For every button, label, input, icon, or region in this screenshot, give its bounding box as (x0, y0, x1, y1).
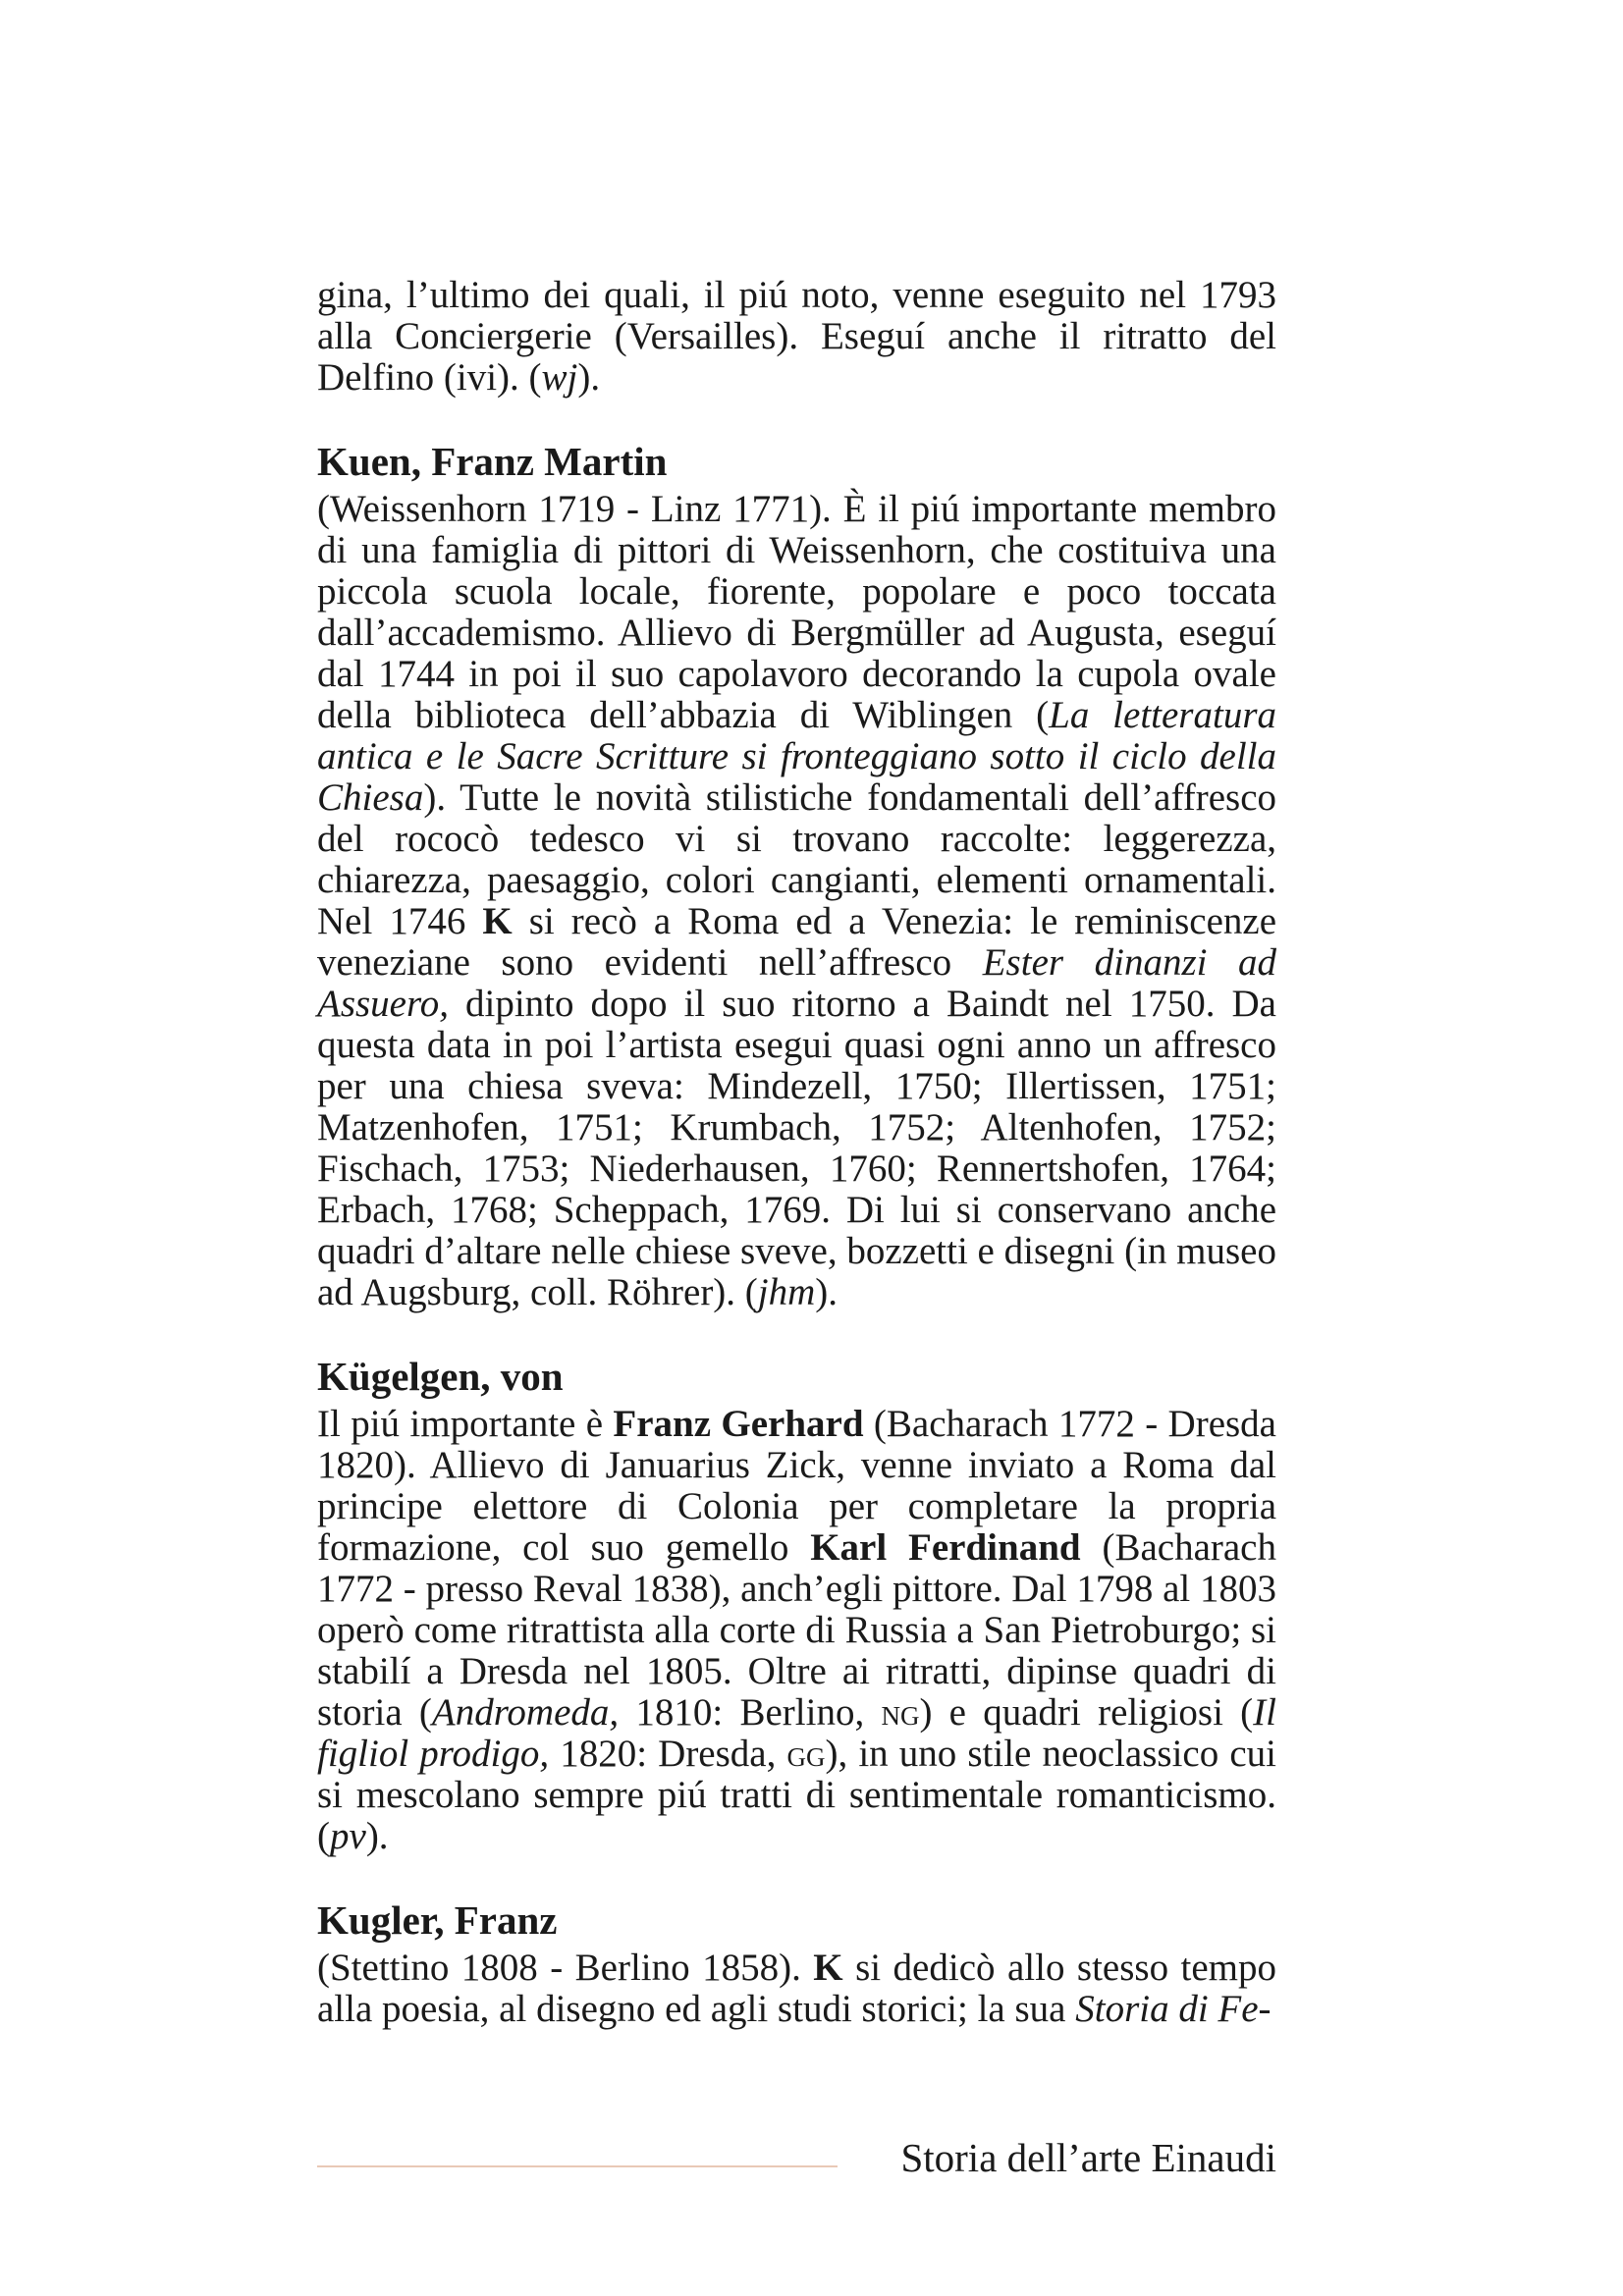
body-text: (Weissenhorn 1719 - Linz 1771). È il piú importante membro di una famiglia di pittori di Weissenhorn, che costituiva una piccola scuola locale, fiorente, popolare e poco toccata dall’accademismo. Allievo di Bergmüller ad Augusta, eseguí dal 1744 in poi il suo capolavoro decorando la cupola ovale della biblioteca dell’abbazia di Wiblingen ( (317, 488, 1276, 736)
text-column (317, 275, 1276, 2030)
author-initials: pv (330, 1815, 366, 1857)
body-text: si dedicò allo stesso tempo alla poesia, al disegno ed agli studi storici; la sua (317, 1947, 1276, 2030)
entry-title: Kügelgen, von (317, 1354, 564, 1399)
body-text: (Stettino 1808 - Berlino 1858). (317, 1947, 814, 1989)
abbrev-k: K (813, 1947, 843, 1989)
footer-rule (317, 2165, 838, 2167)
entry-kugler (317, 1896, 1276, 2030)
abbrev-k: K (482, 900, 513, 942)
body-text: (Bacharach 1772 - Dresda 1820). Allievo di Januarius Zick, venne inviato a Roma dal principe elettore di Colonia per completare la propria formazione, col suo gemello (317, 1403, 1276, 1569)
artwork-title: Il figliol prodigo, (317, 1691, 1276, 1775)
entry-title: Kuen, Franz Martin (317, 439, 668, 484)
artwork-title: Andromeda, (431, 1691, 620, 1734)
entry-body (317, 1948, 1276, 2030)
entry-kugelgen (317, 1353, 1276, 1857)
entry-title: Kugler, Franz (317, 1897, 558, 1943)
intro-text-end: ). (577, 356, 601, 399)
body-text: dipinto dopo il suo ritorno a Baindt nel 1750. Da questa data in poi l’artista esegui quasi ogni anno un affresco per una chiesa sveva: Mindezell, 1750; Illertissen, 1751; Matzenhofen, 1751; Krumbach, 1752; Altenhofen, 1752; Fischach, 1753; Niederhausen, 1760; Rennertshofen, 1764; Erbach, 1768; Scheppach, 1769. Di lui si conservano anche quadri d’altare nelle chiese sveve, bozzetti e disegni (in museo ad Augsburg, coll. Röhrer). ( (317, 983, 1276, 1313)
artwork-title: La letteratura antica e le Sacre Scritture si fronteggiano sotto il ciclo della Chiesa (317, 694, 1276, 819)
museum-abbreviation: gg (786, 1733, 826, 1775)
author-initials: jhm (757, 1271, 816, 1313)
body-text: ) e quadri religiosi ( (919, 1691, 1254, 1734)
body-text: si recò a Roma ed a Venezia: le reminiscenze veneziane sono evidenti nell’affresco (317, 900, 1277, 984)
entry-body (317, 1404, 1276, 1857)
entry-body (317, 489, 1276, 1313)
body-text: ). (365, 1815, 389, 1857)
entry-kuen (317, 438, 1276, 1313)
body-text: 1810: Berlino, (619, 1691, 882, 1734)
artwork-title: Storia di Fe- (1075, 1988, 1271, 2030)
intro-paragraph (317, 275, 1276, 399)
body-text: (Bacharach 1772 - presso Reval 1838), anch’egli pittore. Dal 1798 al 1803 operò come ritrattista alla corte di Russia a San Pietroburgo; si stabilí a Dresda nel 1805. Oltre ai ritratti, dipinse quadri di storia ( (317, 1526, 1276, 1734)
person-name: Karl Ferdinand (810, 1526, 1081, 1569)
author-initials: wj (541, 356, 578, 399)
page-footer (317, 2128, 1276, 2187)
body-text: Il piú importante è (317, 1403, 614, 1445)
artwork-title: Ester dinanzi ad Assuero, (317, 941, 1277, 1025)
footer-title: Storia dell’arte Einaudi (900, 2135, 1276, 2180)
person-name: Franz Gerhard (613, 1403, 864, 1445)
body-text: ). (815, 1271, 839, 1313)
body-text: 1820: Dresda, (549, 1733, 787, 1775)
body-text: ), in uno stile neoclassico cui si mescolano sempre piú tratti di sentimentale romanticismo. ( (317, 1733, 1276, 1857)
museum-abbreviation: ng (881, 1691, 920, 1734)
intro-text: gina, l’ultimo dei quali, il piú noto, venne eseguito nel 1793 alla Conciergerie (Versailles). Eseguí anche il ritratto del Delfino (ivi). ( (317, 274, 1276, 399)
body-text: ). Tutte le novità stilistiche fondamentali dell’affresco del rococò tedesco vi si trovano raccolte: leggerezza, chiarezza, paesaggio, colori cangianti, elementi ornamentali. Nel 1746 (317, 776, 1276, 942)
